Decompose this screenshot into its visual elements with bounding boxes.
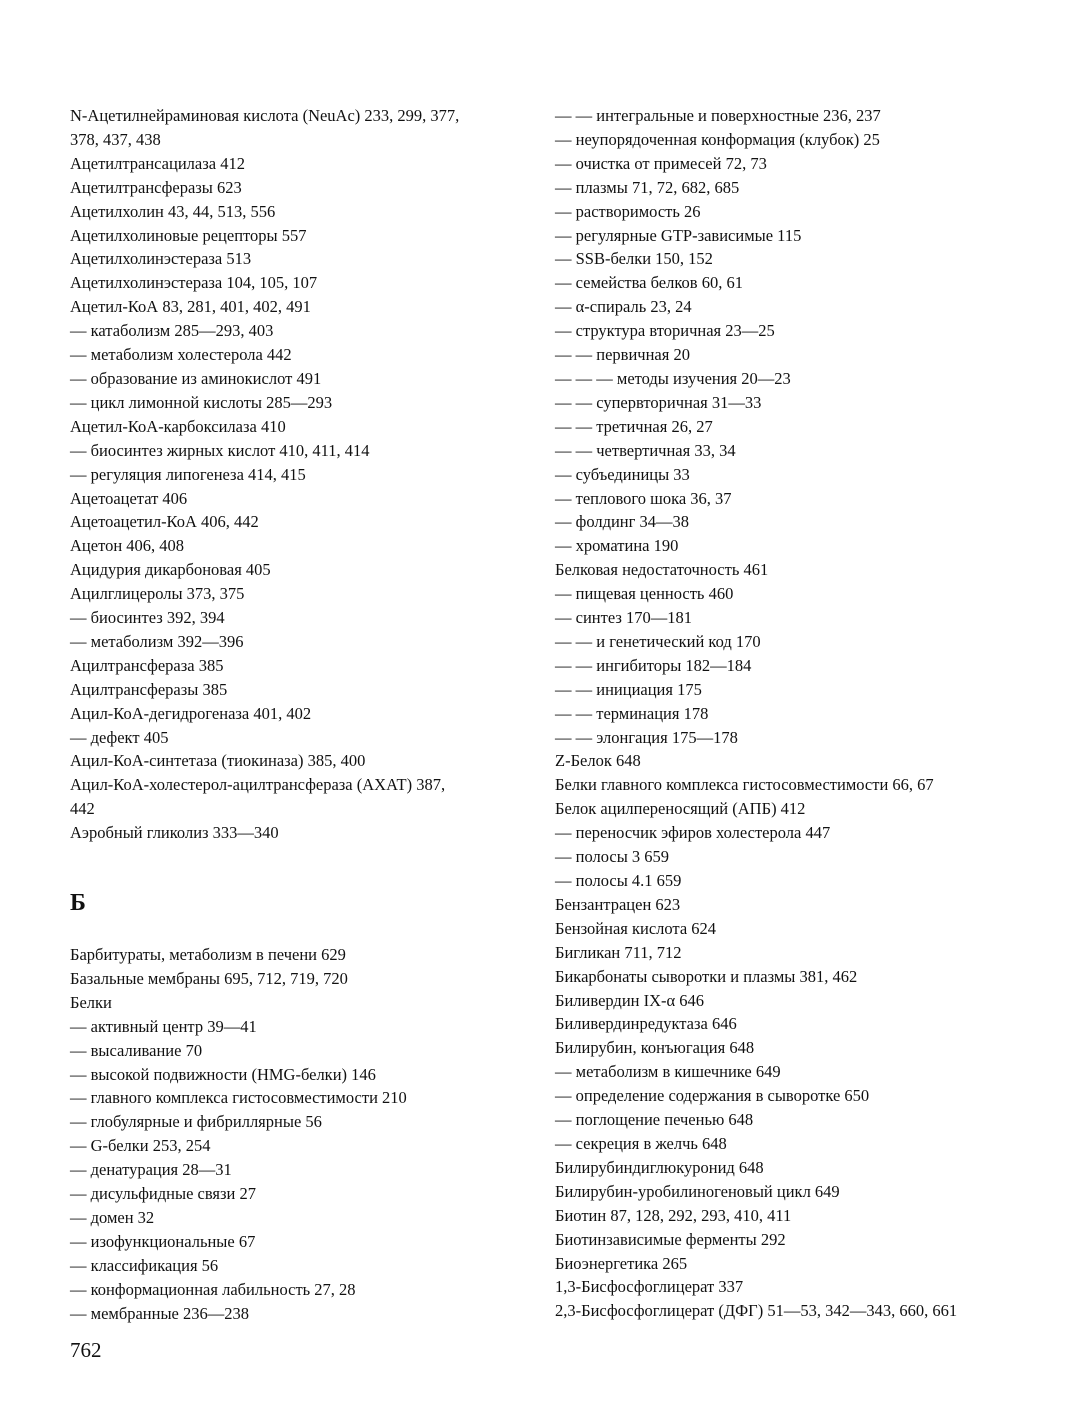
index-entry: Ацетилхолиновые рецепторы 557 bbox=[70, 225, 307, 245]
index-entry: — метаболизм в кишечнике 649 bbox=[555, 1062, 781, 1082]
index-entry: Билирубиндиглюкуронид 648 bbox=[555, 1157, 764, 1177]
index-entry: — — инициация 175 bbox=[555, 679, 702, 699]
index-entry: Биотин 87, 128, 292, 293, 410, 411 bbox=[555, 1205, 792, 1225]
index-entry: — домен 32 bbox=[70, 1207, 155, 1227]
index-entry: — плазмы 71, 72, 682, 685 bbox=[555, 177, 740, 197]
index-entry: N-Ацетилнейраминовая кислота (NeuAc) 233, 299, 377, bbox=[70, 106, 460, 125]
index-entry: — растворимость 26 bbox=[555, 201, 701, 221]
index-entry: — очистка от примесей 72, 73 bbox=[555, 153, 767, 173]
index-entry: Ацетилтрансацилаза 412 bbox=[70, 153, 245, 173]
index-entry: Ацил-КоА-холестерол-ацилтрансфераза (АХАТ) 387, bbox=[70, 775, 446, 795]
index-entry: — пищевая ценность 460 bbox=[555, 584, 734, 604]
index-section-b bbox=[70, 943, 530, 1326]
index-entry: — семейства белков 60, 61 bbox=[555, 273, 743, 293]
index-entry: — полосы 4.1 659 bbox=[555, 871, 682, 890]
index-column-left bbox=[70, 104, 530, 845]
index-entry: Белковая недостаточность 461 bbox=[555, 560, 769, 580]
index-entry: Ацидурия дикарбоновая 405 bbox=[70, 560, 271, 580]
index-entry: Бигликан 711, 712 bbox=[555, 942, 682, 962]
index-entry: Бензантрацен 623 bbox=[555, 894, 681, 914]
index-entry: — — супервторичная 31—33 bbox=[555, 392, 762, 412]
index-entry: — высаливание 70 bbox=[70, 1040, 203, 1060]
index-entry: Ацилтрансфераза 385 bbox=[70, 655, 224, 675]
index-entry: Билирубин-уробилиногеновый цикл 649 bbox=[555, 1181, 840, 1201]
index-entry: — — элонгация 175—178 bbox=[555, 727, 738, 747]
index-entry: — — первичная 20 bbox=[555, 345, 690, 365]
index-entry: — дисульфидные связи 27 bbox=[70, 1184, 256, 1204]
index-entry: — — четвертичная 33, 34 bbox=[555, 440, 736, 460]
index-entry: Ацил-КоА-синтетаза (тиокиназа) 385, 400 bbox=[70, 751, 366, 771]
index-entry: Билирубин, конъюгация 648 bbox=[555, 1038, 755, 1058]
index-entry: 1,3-Бисфосфоглицерат 337 bbox=[555, 1277, 744, 1297]
index-entry: Белки главного комплекса гистосовместимости 66, 67 bbox=[555, 775, 934, 795]
index-entry: — хроматина 190 bbox=[555, 536, 679, 556]
index-entry: Ацетоацетил-КоА 406, 442 bbox=[70, 512, 259, 532]
index-entry: — теплового шока 36, 37 bbox=[555, 488, 732, 508]
index-entry: — цикл лимонной кислоты 285—293 bbox=[70, 392, 333, 412]
index-entry: Z-Белок 648 bbox=[555, 751, 641, 771]
index-entry: — структура вторичная 23—25 bbox=[555, 321, 775, 341]
index-entry: — — и генетический код 170 bbox=[555, 631, 761, 651]
index-entry: — G-белки 253, 254 bbox=[70, 1136, 211, 1156]
index-entry: — — — методы изучения 20—23 bbox=[555, 368, 791, 388]
index-entry: Биоэнергетика 265 bbox=[555, 1253, 688, 1273]
index-entry: — — терминация 178 bbox=[555, 703, 709, 723]
index-entry: Белки bbox=[70, 992, 112, 1012]
index-entry: Бензойная кислота 624 bbox=[555, 918, 717, 938]
index-entry: — секреция в желчь 648 bbox=[555, 1133, 727, 1153]
index-entry: — регуляция липогенеза 414, 415 bbox=[70, 464, 306, 484]
index-entry: — α-спираль 23, 24 bbox=[555, 297, 692, 317]
index-entry: — конформационная лабильность 27, 28 bbox=[70, 1279, 356, 1299]
index-entry: — поглощение печенью 648 bbox=[555, 1110, 754, 1130]
index-entry: — — интегральные и поверхностные 236, 237 bbox=[555, 106, 881, 125]
index-entry: — активный центр 39—41 bbox=[70, 1016, 257, 1036]
index-entry: Барбитураты, метаболизм в печени 629 bbox=[70, 945, 346, 964]
index-entry: Биливердин IX-α 646 bbox=[555, 990, 705, 1010]
index-entry: — биосинтез 392, 394 bbox=[70, 608, 225, 628]
index-entry: Ацилглицеролы 373, 375 bbox=[70, 584, 245, 604]
index-entry: Ацил-КоА-дегидрогеназа 401, 402 bbox=[70, 703, 312, 723]
index-entry: Аэробный гликолиз 333—340 bbox=[70, 823, 279, 843]
index-entry: Ацетил-КоА-карбоксилаза 410 bbox=[70, 416, 286, 436]
index-entry: Бикарбонаты сыворотки и плазмы 381, 462 bbox=[555, 966, 858, 986]
index-entry: — денатурация 28—31 bbox=[70, 1160, 232, 1180]
index-entry: Ацетилхолин 43, 44, 513, 556 bbox=[70, 201, 276, 221]
index-entry: — фолдинг 34—38 bbox=[555, 512, 690, 532]
index-entry: — мембранные 236—238 bbox=[70, 1303, 249, 1323]
index-column-right bbox=[555, 104, 1025, 1323]
index-entry: — метаболизм холестерола 442 bbox=[70, 345, 292, 365]
index-entry: — биосинтез жирных кислот 410, 411, 414 bbox=[70, 440, 370, 460]
index-entry: — неупорядоченная конформация (клубок) 25 bbox=[555, 129, 880, 149]
index-entry: — — третичная 26, 27 bbox=[555, 416, 713, 436]
index-entry: Белок ацилпереносящий (АПБ) 412 bbox=[555, 799, 806, 819]
index-entry: — регулярные GTP-зависимые 115 bbox=[555, 225, 802, 245]
index-entry: — субъединицы 33 bbox=[555, 464, 690, 484]
index-entry: — — ингибиторы 182—184 bbox=[555, 655, 752, 675]
index-entry: — синтез 170—181 bbox=[555, 608, 692, 628]
index-entry: Ацетилхолинэстераза 104, 105, 107 bbox=[70, 273, 318, 293]
index-entry: — переносчик эфиров холестерола 447 bbox=[555, 823, 831, 843]
index-entry: Ацетон 406, 408 bbox=[70, 536, 185, 556]
index-entry: 378, 437, 438 bbox=[70, 129, 161, 149]
page-number: 762 bbox=[70, 1338, 102, 1362]
index-entry: Биотинзависимые ферменты 292 bbox=[555, 1229, 786, 1249]
index-entry: 442 bbox=[70, 799, 95, 819]
index-entry: — главного комплекса гистосовместимости 210 bbox=[70, 1088, 407, 1108]
index-entry: — глобулярные и фибриллярные 56 bbox=[70, 1112, 322, 1132]
section-heading-b: Б bbox=[70, 890, 86, 916]
index-entry: — определение содержания в сыворотке 650 bbox=[555, 1086, 870, 1106]
index-entry: — метаболизм 392—396 bbox=[70, 631, 244, 651]
index-entry: — дефект 405 bbox=[70, 727, 169, 747]
index-entry: Ацетил-КоА 83, 281, 401, 402, 491 bbox=[70, 297, 311, 317]
index-entry: — катаболизм 285—293, 403 bbox=[70, 321, 274, 341]
index-entry: 2,3-Бисфосфоглицерат (ДФГ) 51—53, 342—343, 660, 661 bbox=[555, 1301, 958, 1321]
index-entry: — высокой подвижности (HMG-белки) 146 bbox=[70, 1064, 376, 1084]
index-entry: — образование из аминокислот 491 bbox=[70, 368, 322, 388]
index-entry: Ацетилхолинэстераза 513 bbox=[70, 249, 252, 269]
index-entry: Базальные мембраны 695, 712, 719, 720 bbox=[70, 968, 348, 988]
index-entry: — полосы 3 659 bbox=[555, 847, 670, 867]
index-entry: — классификация 56 bbox=[70, 1255, 219, 1275]
index-entry: — изофункциональные 67 bbox=[70, 1231, 256, 1251]
index-entry: Ацетилтрансферазы 623 bbox=[70, 177, 242, 197]
index-entry: Биливердинредуктаза 646 bbox=[555, 1014, 737, 1034]
index-entry: Ацилтрансферазы 385 bbox=[70, 679, 228, 699]
index-entry: — SSB-белки 150, 152 bbox=[555, 249, 713, 269]
index-entry: Ацетоацетат 406 bbox=[70, 488, 188, 508]
